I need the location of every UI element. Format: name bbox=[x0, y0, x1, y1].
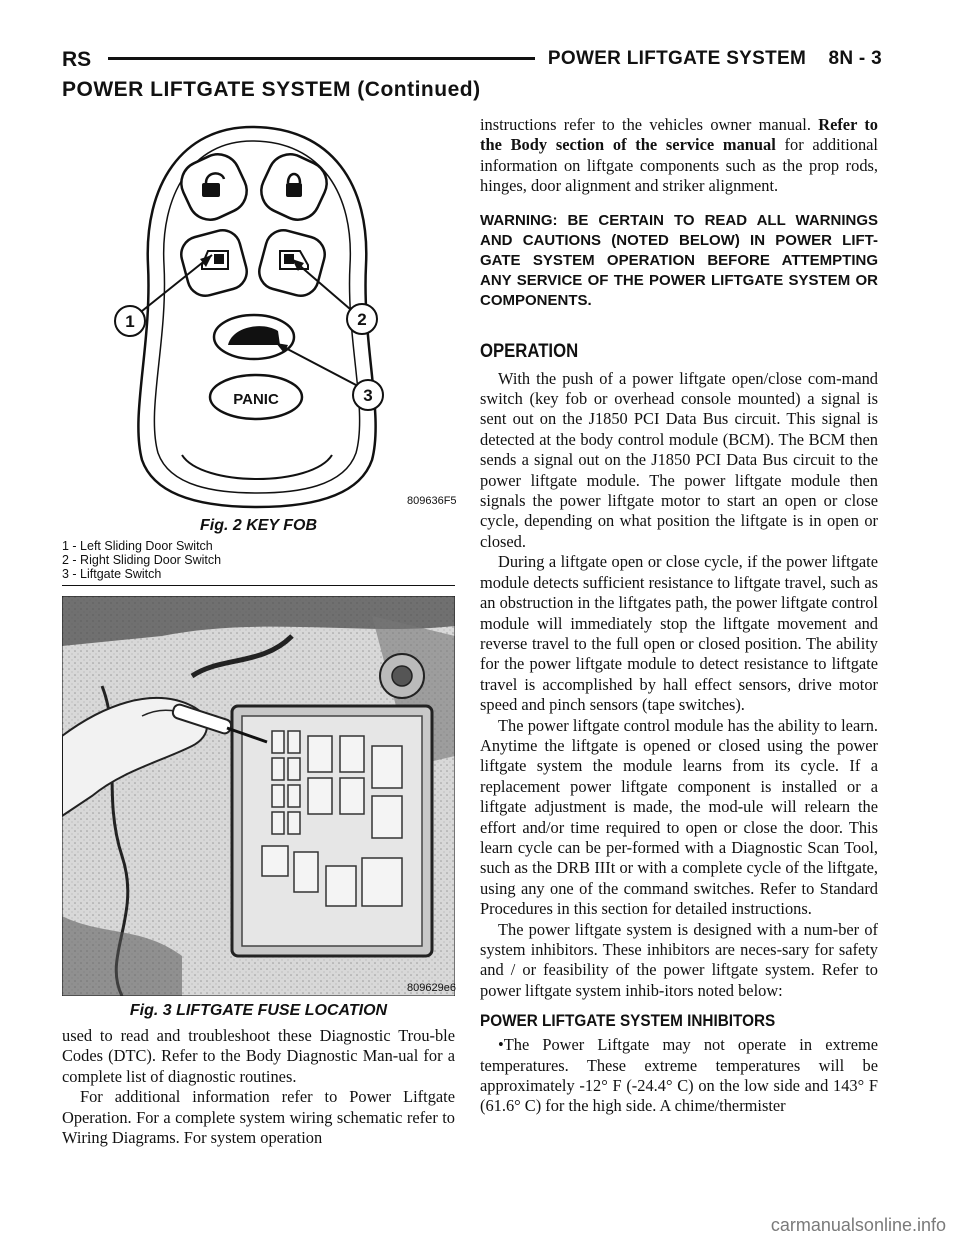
figure-divider bbox=[62, 585, 455, 586]
legend-item: 2 - Right Sliding Door Switch bbox=[62, 553, 222, 567]
header-rule bbox=[108, 57, 535, 60]
watermark: carmanualsonline.info bbox=[770, 1215, 946, 1235]
figure-code: 809636F5 bbox=[407, 495, 457, 507]
fuse-location-figure bbox=[62, 596, 455, 996]
figure-legend bbox=[62, 539, 455, 581]
right-column bbox=[480, 115, 878, 1117]
bullet-item: •The Power Liftgate may not operate in extreme temperatures. These extreme temperatures will be approximately -12° F (-24.4° C) on the low side and 143° F (61.6° C) for the high side. A chime/thermister bbox=[480, 1035, 878, 1116]
paragraph-text: instructions refer to the vehicles owner manual. bbox=[480, 115, 811, 134]
paragraph: The power liftgate control module has the ability to learn. Anytime the liftgate is opened or closed using the power liftgate system the module learns from its cycle. If a replacement power liftgate component is installed or a liftgate adjustment is made, the mod-ule will relearn the effort and/or time required to open or close the door. This learn cycle can be per-formed with a Diagnostic Scan Tool, such as the DRB IIIt or with a complete cycle of the liftgate, using any one of the command switches. Refer to Standard Procedures in this section for detailed instructions. bbox=[480, 715, 878, 919]
warning-text: WARNING: BE CERTAIN TO READ ALL WARNINGS AND CAUTIONS (NOTED BELOW) IN POWER LIFT-GATE SYSTEM OPERATION BEFORE ATTEMPTING ANY SERVICE OF THE POWER LIFTGATE SYSTEM OR COMPONENTS. bbox=[480, 211, 878, 309]
continued-title: POWER LIFTGATE SYSTEM (Continued) bbox=[62, 78, 481, 101]
figure-caption: Fig. 3 LIFTGATE FUSE LOCATION bbox=[129, 1002, 388, 1019]
header-page-title: POWER LIFTGATE SYSTEM 8N - 3 bbox=[547, 48, 882, 69]
callout-1: 1 bbox=[125, 312, 135, 331]
legend-item: 1 - Left Sliding Door Switch bbox=[62, 539, 213, 553]
paragraph: used to read and troubleshoot these Diagnostic Trou-ble Codes (DTC). Refer to the Body Diagnostic Man-ual for a complete list of diagnostic routines. bbox=[62, 1026, 455, 1086]
fuse-box-photo bbox=[62, 596, 455, 996]
legend-item: 3 - Liftgate Switch bbox=[62, 567, 162, 581]
figure-code: 809629e6 bbox=[407, 982, 456, 994]
callout-3: 3 bbox=[363, 386, 373, 405]
paragraph: For additional information refer to Power Liftgate Operation. For a complete system wiring schematic refer to Wiring Diagrams. For system operation bbox=[62, 1087, 455, 1148]
paragraph: The power liftgate system is designed with a num-ber of system inhibitors. These inhibitors are neces-sary for safety and / or feasibility of the power liftgate system. Refer to power liftgate system inhib-itors noted below: bbox=[480, 919, 878, 1000]
figure-caption: Fig. 2 KEY FOB bbox=[199, 517, 318, 534]
key-fob-illustration bbox=[62, 115, 455, 515]
paragraph: With the push of a power liftgate open/close com-mand switch (key fob or overhead console mounted) a signal is sent out on the J1850 PCI Data Bus circuit. This signal is detected at the body control module (BCM). The BCM then sends a signal out on the J1850 PCI Data Bus circuit to the power liftgate module. The power liftgate module then signals the power liftgate motor to start an open or close cycle, depending on what position the liftgate is in open or closed. bbox=[480, 368, 878, 551]
left-column bbox=[62, 115, 455, 1148]
paragraph-emphasis: Refer to the Body section of the service manual bbox=[480, 115, 879, 155]
section-heading: OPERATION bbox=[480, 340, 579, 362]
callout-2: 2 bbox=[357, 310, 367, 329]
subsection-heading: POWER LIFTGATE SYSTEM INHIBITORS bbox=[480, 1011, 776, 1031]
panic-label: PANIC bbox=[233, 391, 279, 408]
key-fob-figure bbox=[62, 115, 455, 515]
header-section-code: RS bbox=[62, 48, 92, 71]
paragraph: During a liftgate open or close cycle, if the power liftgate module detects sufficient resistance to liftgate travel, such as an obstruction in the liftgates path, the power liftgate control module will immediately stop the liftgate movement and reverse travel to the full open or closed position. The ability for the power liftgate module to detect resistance to liftgate travel is accomplished by hall effect sensors, drive motor speed and pinch sensors (tape switches). bbox=[480, 552, 878, 715]
paragraph-text: for additional information on liftgate components such as the prop rods, hinges, door alignment and striker alignment. bbox=[480, 135, 878, 196]
